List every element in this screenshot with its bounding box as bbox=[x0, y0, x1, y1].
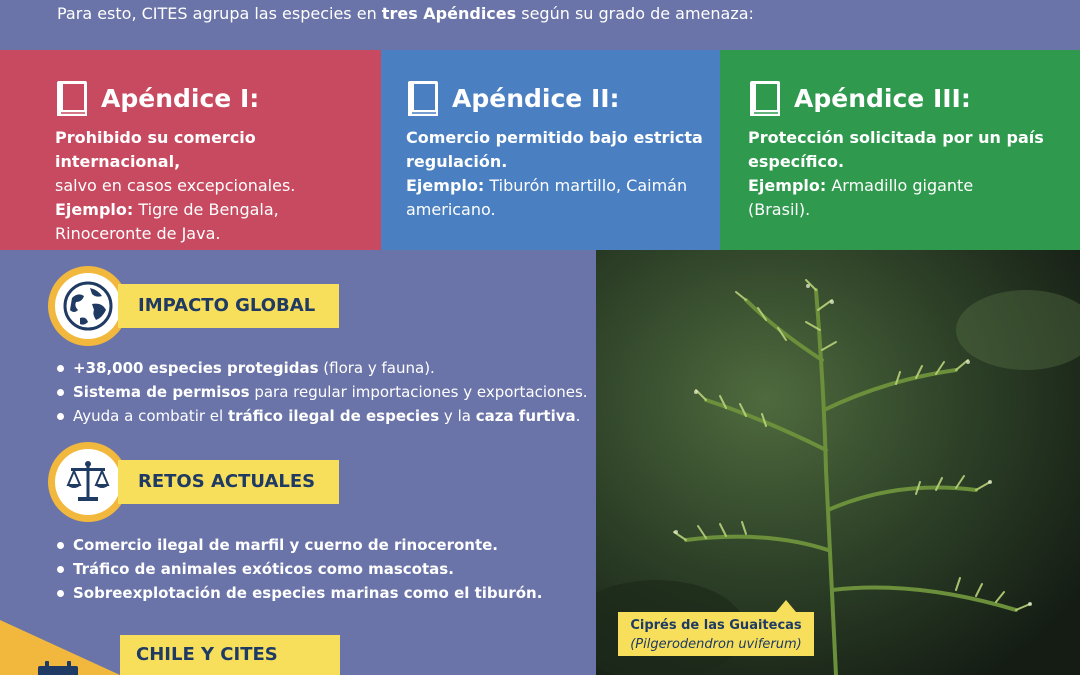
impacto-title: IMPACTO GLOBAL bbox=[118, 284, 339, 328]
appendix-1-example: Tigre de Bengala, bbox=[133, 200, 279, 219]
appendix-2-example-2: americano. bbox=[406, 200, 496, 219]
caption-scientific: (Pilgerodendron uviferum) bbox=[630, 637, 802, 652]
book-icon bbox=[748, 80, 784, 118]
photo-caption bbox=[618, 612, 814, 656]
appendix-2-title: Apéndice II: bbox=[452, 84, 620, 113]
appendices-row bbox=[0, 50, 1080, 250]
intro-bold: tres Apéndices bbox=[381, 4, 517, 23]
retos-title: RETOS ACTUALES bbox=[118, 460, 339, 504]
book-icon bbox=[55, 80, 91, 118]
list-item: Tráfico de animales exóticos como mascotas. bbox=[57, 557, 542, 581]
globe-icon bbox=[62, 280, 114, 332]
appendix-3-title: Apéndice III: bbox=[794, 84, 971, 113]
appendix-3-card bbox=[720, 50, 1080, 250]
appendix-1-bold: Prohibido su comercio internacional, bbox=[55, 128, 256, 171]
book-icon bbox=[406, 80, 442, 118]
left-panel bbox=[0, 250, 596, 675]
caption-name: Ciprés de las Guaitecas bbox=[630, 618, 802, 633]
caption-pointer bbox=[776, 600, 796, 612]
appendix-3-bold-2: específico. bbox=[748, 152, 845, 171]
appendix-3-example-2: (Brasil). bbox=[748, 200, 811, 219]
list-item: Sistema de permisos para regular importaciones y exportaciones. bbox=[57, 380, 588, 404]
intro-text bbox=[0, 0, 1080, 50]
list-item: Ayuda a combatir el tráfico ilegal de especies y la caza furtiva. bbox=[57, 404, 588, 428]
intro-before: Para esto, CITES agrupa las especies en bbox=[57, 4, 382, 23]
chile-title: CHILE Y CITES bbox=[120, 635, 340, 675]
appendix-2-bold: Comercio permitido bajo estricta bbox=[406, 128, 703, 147]
cypress-photo bbox=[596, 250, 1080, 675]
list-item: Sobreexplotación de especies marinas como el tiburón. bbox=[57, 581, 542, 605]
appendix-2-card bbox=[381, 50, 720, 250]
appendix-2-example-label: Ejemplo: bbox=[406, 176, 485, 195]
list-item: +38,000 especies protegidas (flora y fauna). bbox=[57, 356, 588, 380]
appendix-1-normal: salvo en casos excepcionales. bbox=[55, 176, 296, 195]
intro-after: según su grado de amenaza: bbox=[516, 4, 754, 23]
list-item: Comercio ilegal de marfil y cuerno de rinoceronte. bbox=[57, 533, 542, 557]
retos-list bbox=[57, 533, 542, 605]
appendix-2-bold-2: regulación. bbox=[406, 152, 508, 171]
impacto-header bbox=[48, 266, 348, 346]
impacto-list bbox=[57, 356, 588, 428]
retos-header bbox=[48, 442, 348, 522]
appendix-1-example-2: Rinoceronte de Java. bbox=[55, 224, 221, 243]
calendar-icon bbox=[36, 660, 80, 675]
appendix-1-example-label: Ejemplo: bbox=[55, 200, 134, 219]
appendix-3-bold: Protección solicitada por un país bbox=[748, 128, 1044, 147]
appendix-1-title: Apéndice I: bbox=[101, 84, 260, 113]
appendix-1-card bbox=[0, 50, 381, 250]
appendix-3-example: Armadillo gigante bbox=[826, 176, 974, 195]
appendix-3-example-label: Ejemplo: bbox=[748, 176, 827, 195]
scales-icon bbox=[63, 457, 113, 507]
appendix-2-example: Tiburón martillo, Caimán bbox=[484, 176, 688, 195]
